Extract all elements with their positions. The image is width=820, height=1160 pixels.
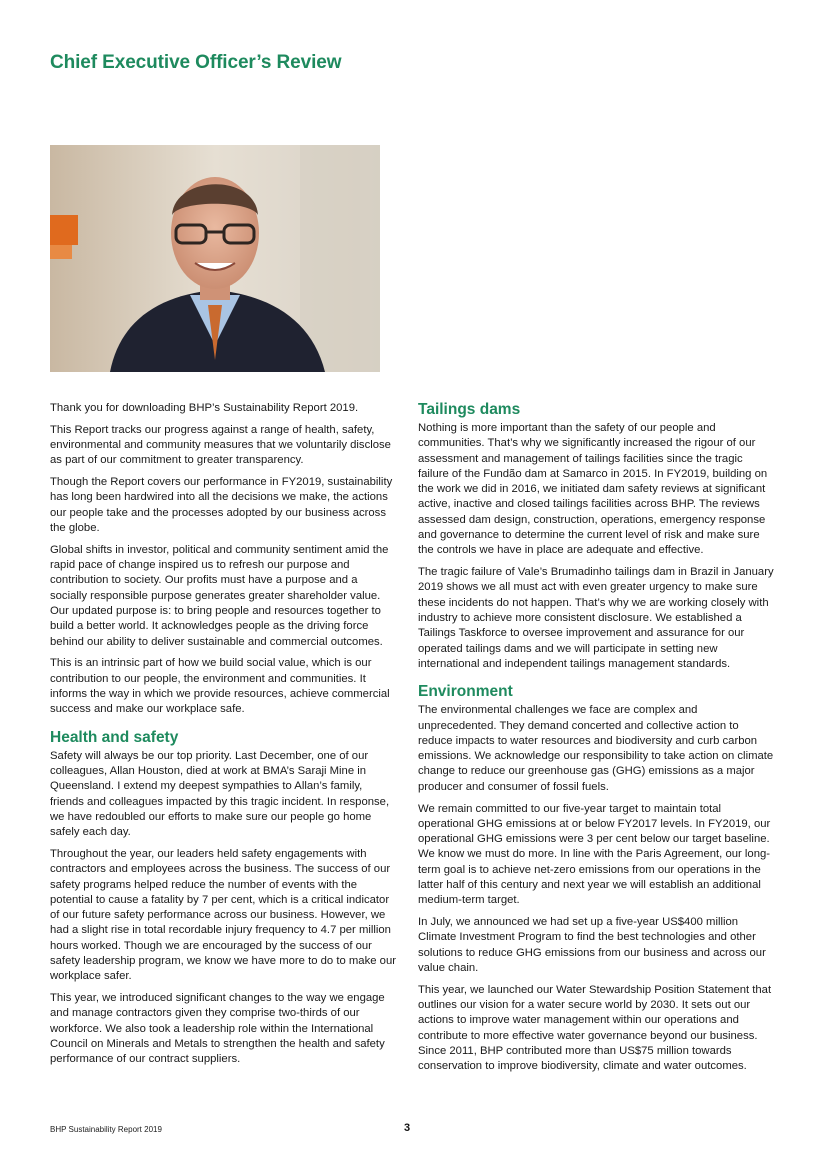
environment-heading: Environment (418, 683, 513, 701)
paragraph: In July, we announced we had set up a five-year US$400 million Climate Investment Program to find the best technologies and other solutions to reduce GHG emissions from our business and across our value chain. (418, 916, 766, 974)
footer-report-name: BHP Sustainability Report 2019 (50, 1125, 162, 1134)
paragraph: This Report tracks our progress against a range of health, safety, environmental and community measures that we voluntarily disclose as part of our commitment to greater transparency. (50, 423, 391, 467)
paragraph: This is an intrinsic part of how we build social value, which is our contribution to our people, the environment and communities. It informs the way in which we provide resources, achieve commercial success and make our workplace safe. (50, 657, 390, 716)
paragraph: This year, we introduced significant changes to the way we engage and manage contractors given they comprise two-thirds of our workforce. We also took a leadership role within the International Council on Minerals and Metals to strengthen the health and safety performance of our contract suppliers. (50, 992, 385, 1066)
health-safety-heading: Health and safety (50, 728, 179, 746)
paragraph: The tragic failure of Vale’s Brumadinho tailings dam in Brazil in January 2019 shows we all must act with even greater urgency to make sure these incidents do not happen. That’s why we are working closely with industry to achieve more consistent disclosure. We established a Tailings Taskforce to oversee improvement and assurance for our operated tailings dams and we will participate in setting new international and independent tailings management standards. (418, 566, 774, 670)
tailings-dams-heading: Tailings dams (418, 401, 521, 418)
paragraph: Safety will always be our top priority. Last December, one of our colleagues, Allan Houston, died at work at BMA’s Saraji Mine in Queensland. I extend my deepest sympathies to Allan’s family, friends and colleagues impacted by this tragic incident. In response, we have redoubled our efforts to make sure our people go home safely each day. (50, 749, 390, 839)
paragraph: Though the Report covers our performance in FY2019, sustainability has long been hardwired into all the decisions we make, the actions our people take and the processes adopted by our business across the globe. (50, 476, 393, 535)
left-column (50, 401, 396, 1074)
paragraph: Global shifts in investor, political and community sentiment amid the rapid pace of change inspired us to refresh our purpose and contribution to society. Our profits must have a purpose and a socially responsible purpose generates greater shareholder value. Our updated purpose is: to bring people and resources together to build a better world. It acknowledges people as the driving force behind our ability to deliver sustainable and commercial outcomes. (50, 543, 389, 648)
paragraph: The environmental challenges we face are complex and unprecedented. They demand concerted and collective action to reduce impacts to water resources and biodiversity and curb carbon emissions. We acknowledge our responsibility to take action on climate change to reduce our greenhouse gas (GHG) emissions as a major producer and consumer of fossil fuels. (418, 704, 774, 793)
page-title: Chief Executive Officer’s Review (50, 52, 342, 73)
paragraph: Throughout the year, our leaders held safety engagements with contractors and employees across the business. The success of our safety programs helped reduce the number of events with the potential to cause a fatality by 7 per cent, which is a critical indicator of our future safety performance across our business. However, we had a slight rise in total recordable injury frequency to 4.7 per million hours worked. Though we are encouraged by the success of our safety leadership program, we know we have more to do to make our workplace safer. (50, 847, 396, 983)
paragraph: This year, we launched our Water Stewardship Position Statement that outlines our vision for a water secure world by 2030. It sets out our actions to improve water management within our operations and contribute to more effective water governance beyond our business. Since 2011, BHP contributed more than US$75 million towards conservation to improve biodiversity, climate and water outcomes. (418, 983, 772, 1073)
page-number: 3 (404, 1122, 411, 1134)
intro-paragraph: Thank you for downloading BHP’s Sustainability Report 2019. (50, 402, 359, 414)
ceo-portrait-photo (50, 145, 380, 372)
paragraph: We remain committed to our five-year target to maintain total operational GHG emissions at or below FY2017 levels. In FY2019, our operational GHG emissions were 3 per cent below our target baseline. We know we must do more. In line with the Paris Agreement, our long-term goal is to achieve net-zero emissions from our operations in the latter half of this century and next year we will establish an additional medium-term target. (418, 802, 771, 907)
paragraph: Nothing is more important than the safety of our people and communities. That’s why we significantly increased the rigour of our assessment and management of tailings facilities since the tragic failure of the Fundão dam at Samarco in 2015. In FY2019, building on the work we did in 2016, we initiated dam safety reviews at significant active, inactive and closed tailings facilities across BHP. The reviews assessed dam design, construction, operations, emergency response and governance to determine the current level of risk and make sure the controls we have in place are adequate and effective. (418, 422, 768, 557)
right-column (418, 400, 774, 1081)
